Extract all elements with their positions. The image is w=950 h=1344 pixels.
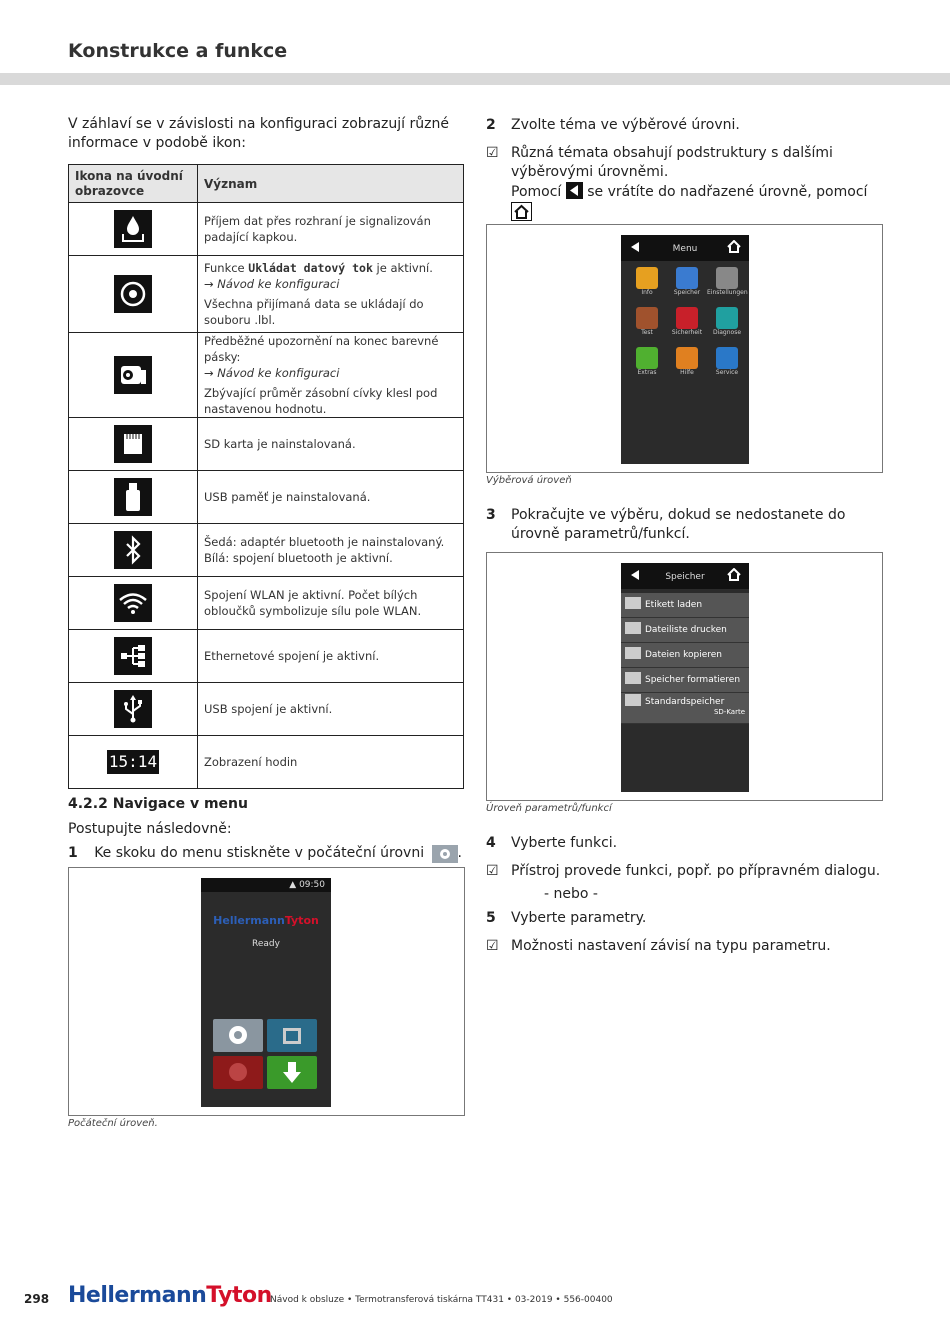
check-text: Různá témata obsahují podstruktury s dalšími výběrovými úrovněmi. [511,145,833,180]
stop-button[interactable] [213,1056,263,1089]
link-configuration[interactable]: Návod ke konfiguraci [217,277,340,291]
table-row: Ethernetové spojení je aktivní. [198,630,464,683]
list-item[interactable]: Etikett laden [621,593,749,618]
menu-tile[interactable] [667,347,707,385]
menu-tile-icon [636,307,658,329]
home-icon[interactable] [727,568,741,584]
step-text: Ke skoku do menu stiskněte v počáteční úrovni [94,845,425,861]
brand-logo: HellermannTyton [213,914,319,927]
table-row: USB spojení je aktivní. [198,683,464,736]
check-text: Přístroj provede funkci, popř. po přípravném dialogu. [511,863,881,879]
table-row: Funkce Ukládat datový tok je aktivní. → Návod ke konfiguraci Všechna přijímaná data se ukládají do souboru .lbl. [198,256,464,333]
clock-icon: 15:14 [107,750,159,774]
link-configuration[interactable]: Návod ke konfiguraci [217,366,340,380]
bluetooth-icon [114,531,152,569]
param-list [621,593,749,724]
drop-icon [114,210,152,248]
table-row: Spojení WLAN je aktivní. Počet bílých obloučků symbolizuje sílu pole WLAN. [198,577,464,630]
figure-menu-screen [486,224,883,473]
menu-tile-label: Hilfe [680,369,694,376]
page-number: 298 [24,1292,50,1306]
check-icon: ☑ [486,863,499,879]
table-row: SD karta je nainstalovaná. [198,418,464,471]
feed-button[interactable] [267,1056,317,1089]
usb-icon [114,690,152,728]
menu-button[interactable] [213,1019,263,1052]
menu-tile[interactable] [707,347,747,385]
ribbon-icon [114,356,152,394]
check-icon: ☑ [486,938,499,954]
home-icon [511,202,532,221]
status-bar: ▲ 09:50 [201,878,331,892]
menu-tile-icon [676,267,698,289]
step-text: Vyberte parametry. [511,910,647,926]
menu-tile[interactable] [667,267,707,305]
footer-logo: HellermannTyton [68,1283,272,1308]
record-icon [114,275,152,313]
menu-tile-icon [676,307,698,329]
gear-icon [432,845,458,863]
home-icon[interactable] [727,240,741,256]
ethernet-icon [114,637,152,675]
table-row: Šedá: adaptér bluetooth je nainstalovaný. Bílá: spojení bluetooth je aktivní. [198,524,464,577]
menu-screen [621,235,749,464]
menu-tile-icon [716,267,738,289]
list-item[interactable]: Dateiliste drucken [621,618,749,643]
figure-caption: Počáteční úroveň. [68,1118,158,1129]
menu-tile[interactable] [627,267,667,305]
menu-tile[interactable] [707,307,747,345]
table-row: Zobrazení hodin [198,736,464,789]
table-row: Předběžné upozornění na konec barevné pásky: → Návod ke konfiguraci Zbývající průměr zásobní cívky klesl pod nastavenou hodnotu. [198,333,464,418]
step-number: 1 [68,845,78,861]
section-heading: 4.2.2 Navigace v menu [68,796,248,812]
menu-tile-icon [716,347,738,369]
step-number: 5 [486,910,496,926]
menu-title: Menu [672,244,698,254]
step-text: Vyberte funkci. [511,835,618,851]
menu-tile-label: Diagnose [712,329,742,336]
icons-table [68,164,464,789]
check-icon: ☑ [486,145,499,161]
figure-caption: Úroveň parametrů/funkcí [486,803,612,814]
table-header-meaning: Význam [198,165,464,203]
menu-tile[interactable] [627,307,667,345]
figure-start-screen [68,867,465,1116]
menu-tile-label: Test [641,329,653,336]
back-icon [566,182,583,199]
step-number: 4 [486,835,496,851]
menu-tile-label: Einstellungen [707,289,748,296]
list-item[interactable]: Dateien kopieren [621,643,749,668]
menu-title-bar [621,235,749,261]
status-text: Ready [252,939,280,949]
step-text: Zvolte téma ve výběrové úrovni. [511,117,740,133]
step-number: 2 [486,117,496,133]
menu-tile-icon [716,307,738,329]
start-screen [201,878,331,1107]
header-bar [0,73,950,85]
menu-tile-label: Extras [637,369,657,376]
or-text: - nebo - [544,886,598,902]
sd-card-icon [114,425,152,463]
table-row: USB paměť je nainstalovaná. [198,471,464,524]
menu-tile-label: Service [715,369,739,376]
usb-stick-icon [114,478,152,516]
menu-tile-icon [636,267,658,289]
menu-tile-label: Sicherheit [671,329,703,336]
param-screen [621,563,749,792]
list-item[interactable]: Speicher formatieren [621,668,749,693]
section-subtext: Postupujte následovně: [68,821,232,837]
figure-param-screen [486,552,883,801]
step-number: 3 [486,507,496,523]
print-button[interactable] [267,1019,317,1052]
menu-tile[interactable] [667,307,707,345]
param-title: Speicher [665,572,705,582]
menu-tile-icon [636,347,658,369]
table-header-icon: Ikona na úvodní obrazovce [69,165,198,203]
param-title-bar [621,563,749,589]
figure-caption: Výběrová úroveň [486,475,572,486]
intro-text: V záhlaví se v závislosti na konfiguraci zobrazují různé informace v podobě ikon: [68,116,449,151]
footer-text: Návod k obsluze • Termotransferová tiskárna TT431 • 03-2019 • 556-00400 [270,1295,613,1305]
list-item[interactable]: Standardspeicher SD-Karte [621,693,749,724]
menu-tile-label: Info [641,289,653,296]
menu-tile[interactable] [627,347,667,385]
page-header-title: Konstrukce a funkce [68,40,288,62]
menu-tile-label: Speicher [673,289,701,296]
wifi-icon [114,584,152,622]
table-row: Příjem dat přes rozhraní je signalizován padající kapkou. [198,203,464,256]
check-text: Možnosti nastavení závisí na typu parametru. [511,938,831,954]
menu-tile-icon [676,347,698,369]
menu-tile[interactable] [707,267,747,305]
step-text: Pokračujte ve výběru, dokud se nedostanete do úrovně parametrů/funkcí. [511,507,846,542]
